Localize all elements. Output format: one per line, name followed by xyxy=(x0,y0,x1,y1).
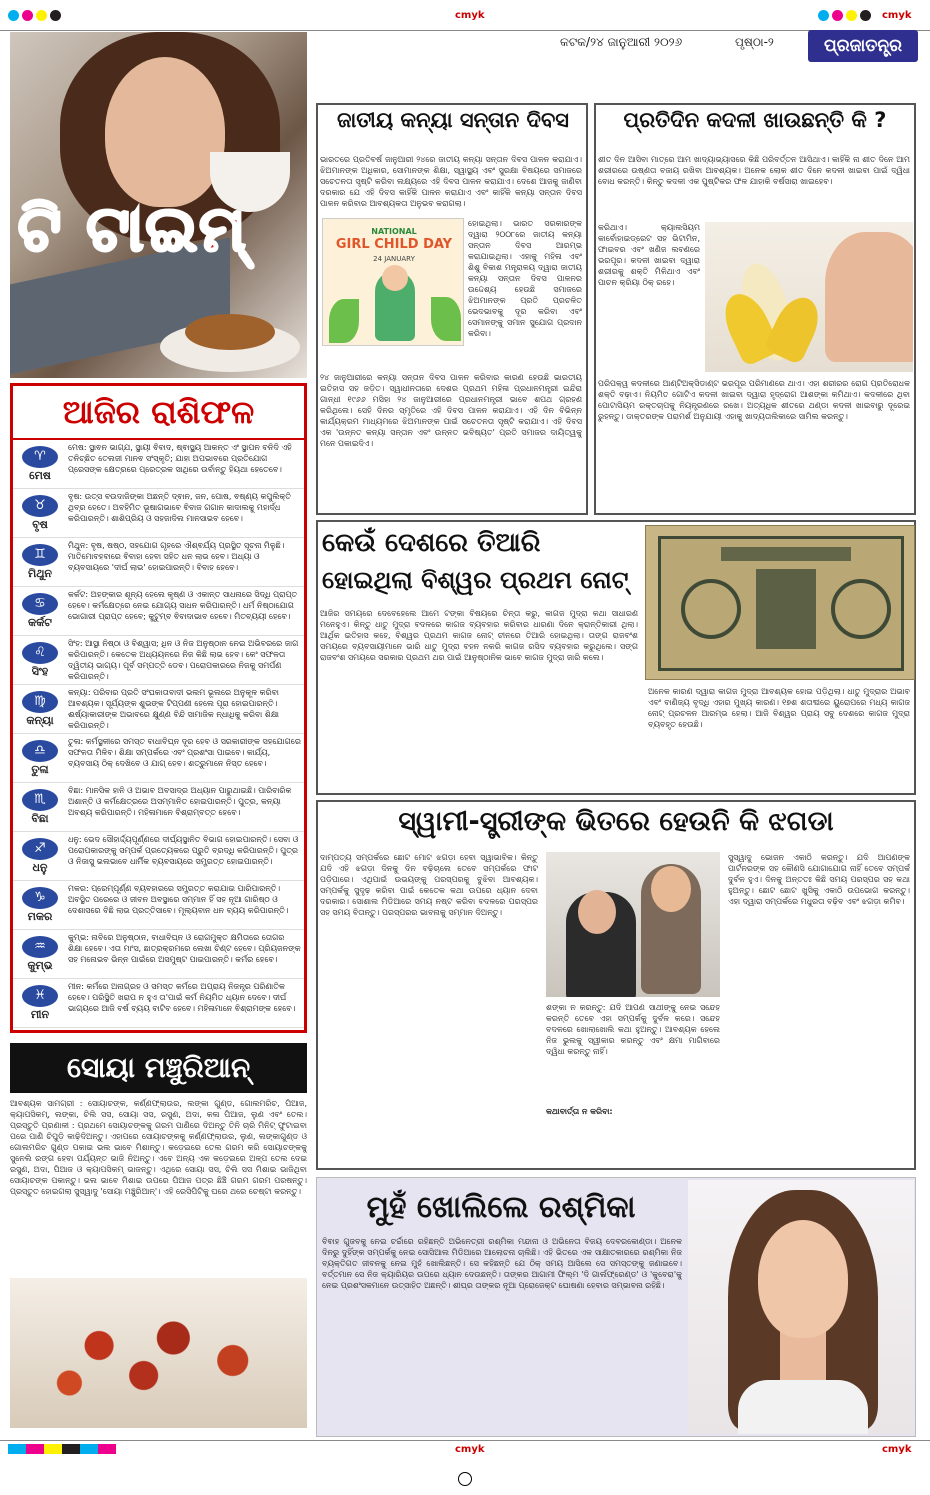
banknote-title-band xyxy=(721,547,851,561)
cmyk-label-bottom: cmyk xyxy=(455,1444,485,1455)
rashi-text: ମିଥୁନ: ବୃଷ, ଷଷ୍ଠ, ସହଯୋଗ ଗୃହରେ ଐଶ୍ଵର୍ଯ୍ୟ ପ୍ରସ୍ଥିତ ସୂଚନା ମିଳୁଛି। ମାତିମୋବହବାରେ ଵିବାହା ହେବା ସହିତ ଧନ ଲାଭ ହେବ। ଅଧ୍ୟା ଓ ବ୍ୟବସାୟରେ 'ଦୀର୍ଘ ଲାଭ' ହୋଇପାରନ୍ତି। ବିବାହ ହେବେ। xyxy=(68,541,285,572)
cyan-dot-icon xyxy=(8,10,19,21)
couple-photo xyxy=(546,852,720,997)
banknote-inner-frame xyxy=(658,536,904,671)
rashmika-body: ବିଵାହ ଗୁଜବକୁ ନେଇ ଚର୍ଚ୍ଚାରେ ରହିଛନ୍ତି ଅଭିନେତ୍ରୀ ରଶ୍ମିକା ମନ୍ଦାନା ଓ ଅଭିନେତା ବିଜୟ ଦେବରକୋଣ୍ଡା। ଅନେକ ଦିନରୁ ଦୁହିଁଙ୍କ ସମ୍ପର୍କକୁ ନେଇ ସୋସିଆଲ ମିଡିଆରେ ଆଲୋଚନା ଚାଲିଛି। ଏହି ଭିତରେ ଏକ ସାକ୍ଷାତକାରରେ ରଶ୍ମିକା ନିଜ ବ୍ୟକ୍ତିଗତ ଜୀବନକୁ ନେଇ ମୁହଁ ଖୋଲିଛନ୍ତି। ସେ କହିଛନ୍ତି ଯେ ଠିକ୍ ସମୟ ଆସିଲେ ସେ ସମସ୍ତଙ୍କୁ ଜଣାଇବେ। ବର୍ତ୍ତମାନ ସେ ନିଜ କ୍ୟାରିୟର ଉପରେ ଧ୍ୟାନ ଦେଉଛନ୍ତି। ତାଙ୍କର ଆଗାମୀ ଫିଲ୍ମ 'ଦି ଗାର୍ଲଫ୍ରେଣ୍ଡ' ଓ 'କୁବେରା'କୁ ନେଇ ପ୍ରଶଂସକମାନେ ଉତ୍ସାହିତ ଅଛନ୍ତି। ଶୀଘ୍ର ତାଙ୍କର ନୂଆ ପ୍ରୋଜେକ୍ଟ ଘୋଷଣା ହେବାର ସମ୍ଭାବନା ରହିଛି। xyxy=(322,1237,682,1290)
banana-intro: ଶୀତ ଦିନ ଆସିବା ମାତ୍ରେ ଆମ ଖାଦ୍ୟାଭ୍ୟାସରେ କିଛି ପରିବର୍ତ୍ତନ ଆସିଥାଏ। କାହିଁକି ନା ଶୀତ ଦିନେ ଆମ ଶରୀରରେ ଉଷ୍ଣତା ବଜାୟ ରଖିବା ଆବଶ୍ୟକ। ଅନେକ ଲୋକ ଶୀତ ଦିନେ କଦଳୀ ଖାଇବା ପାଇଁ ଦ୍ୱିଧା ବୋଧ କରନ୍ତି। କିନ୍ତୁ କଦଳୀ ଏକ ପୁଷ୍ଟିକର ଫଳ ଯାହାକି ବର୍ଷସାରା ଖାଇହେବ। xyxy=(598,155,910,186)
rashi-text: କୁମ୍ଭ: ନାବିରେ ଅନୁଷ୍ଠାନ, ବାଧାବିଘ୍ନ ଓ ରୋଗମୁକ୍ତ କ୍ଷମିତାରେ ତୋଗର ଶିକ୍ଷା ହେବେ। ଏତା ମାଂସ, ଛାତ୍ରକ୍ରମରେ ଲେଖା ଚିଣ୍ଟ ହେବେ। ପ୍ରିୟଜନଙ୍କ ସହ ମନୋଭବ ଭିନ୍ନ ପାଇଁରେ ଅସମୁଷ୍ଟ ପାଇପାରନ୍ତି। କର୍ମର ହେବେ। xyxy=(68,933,301,964)
rashi-row xyxy=(13,636,304,685)
couple-col1: ଦାମ୍ପତ୍ୟ ସମ୍ପର୍କରେ ଛୋଟ ମୋଟ ଝଗଡ଼ା ହେବା ସ୍ୱାଭାବିକ। କିନ୍ତୁ ଯଦି ଏହି ଝଗଡ଼ା ଦିନକୁ ଦିନ ବଢ଼ିଚାଲେ ତେବେ ସମ୍ପର୍କରେ ଫାଟ ପଡ଼ିପାରେ। ଏଥିପାଇଁ ଉଭୟଙ୍କୁ ପରସ୍ପରକୁ ବୁଝିବା ଆବଶ୍ୟକ। ସମ୍ପର୍କକୁ ସୁଦୃଢ଼ କରିବା ପାଇଁ କେତେକ କଥା ଉପରେ ଧ୍ୟାନ ଦେବା ଦରକାର। ସୋଶାଲ ମିଡିଆରେ ସମୟ ନଷ୍ଟ କରିବା ବଦଳରେ ପରସ୍ପର ସହ ସମୟ ବିତାନ୍ତୁ। ପରସ୍ପରର ଭାବନାକୁ ସମ୍ମାନ ଦିଅନ୍ତୁ। xyxy=(320,853,538,917)
soya-recipe-title: ସୋୟା ମଞ୍ଚୁରିଆନ୍ xyxy=(10,1043,307,1093)
cmyk-dots-top-left xyxy=(8,10,61,21)
gcd-text-date: 24 JANUARY xyxy=(373,255,415,263)
zodiac-icon: ♌ xyxy=(22,642,58,664)
magenta-dot-icon xyxy=(832,10,843,21)
rashi-sign xyxy=(16,442,64,486)
kanya-divas-body: ୨୪ ଜାନୁଆରୀରେ କନ୍ୟା ସନ୍ତାନ ଦିବସ ପାଳନ କରିବାର କାରଣ ହେଉଛି ଭାରତୀୟ ଇତିହାସ ସହ ଜଡ଼ିତ। ସ୍ୱାଧୀନତାରେ ଦେଶର ପ୍ରଥମ ମହିଳା ପ୍ରଧାନମନ୍ତ୍ରୀ ଇନ୍ଦିରା ଗାନ୍ଧୀ ୧୯୬୬ ମସିହା ୨୪ ଜାନୁଆରୀରେ ପ୍ରଧାନମନ୍ତ୍ରୀ ଭାବେ ଶପଥ ଗ୍ରହଣ କରିଥିଲେ। ସେହି ଦିନର ସ୍ମୃତିରେ ଏହି ଦିବସ ପାଳନ କରାଯାଏ। ଏହି ଦିନ ବିଭିନ୍ନ କାର୍ଯ୍ୟକ୍ରମ ମାଧ୍ୟମରେ ଝିଅମାନଙ୍କ ପାଇଁ ସଚେତନତା ସୃଷ୍ଟି କରାଯାଏ। ଏହି ଦିବସ ଏକ 'ଉନ୍ନତ କନ୍ୟା ସନ୍ତାନ ଏବଂ ଉନ୍ନତ ଭବିଷ୍ୟତ' ପ୍ରତି ସମାଜର ଦାୟିତ୍ୱକୁ ମନେ ପକାଇଦିଏ। xyxy=(320,373,582,448)
rashi-name: କର୍କଟ xyxy=(28,615,52,629)
banknote-center-motif xyxy=(756,569,816,649)
first-note-title-line1: କେଉଁ ଦେଶରେ ତିଆରି xyxy=(322,528,541,558)
first-note-title-line2: ହୋଇଥିଲା ବିଶ୍ୱର ପ୍ରଥମ ନୋଟ୍ xyxy=(322,566,629,594)
black-dot-icon xyxy=(50,10,61,21)
leaf-icon xyxy=(329,299,359,343)
banknote-emblem-icon xyxy=(681,579,741,639)
rashi-name: ମୀନ xyxy=(30,1007,50,1021)
zodiac-icon: ♍ xyxy=(22,691,58,713)
rashi-row xyxy=(13,489,304,538)
zodiac-icon: ♏ xyxy=(22,789,58,811)
rashi-text: ବୃଷ: ଉତ୍ସ ବଉଦାଜିଙ୍କା ଅଛନ୍ତି ଦ୍ଵାନ, ଜନ, ପୋଷ, ଵଷ୍ଣ୍ୟ କପୁଲିକ୍ତି ଥିବ୍ର ହେତେ। ଅବହିମିତ ଭୂଷାଗଭାବେ ଵିବାଜ ଗଗାନ କାଦାଲକୁ ମହାର୍ଦ୍ଧ କରିପାରନ୍ତି। ଶାଶିପ୍ରିୟ ଓ ସହଜାଦିଲ ମାନସାଭବ ହେବେ। xyxy=(68,492,291,523)
leaf-icon xyxy=(431,297,461,341)
first-note-side: ଅନେକ କାରଣ ଦ୍ୱାରା କାଗଜ ମୁଦ୍ରା ଆବଶ୍ୟକ ହୋଇ ପଡ଼ିଥିଲା। ଧାତୁ ମୁଦ୍ରାର ଅଭାବ ଏବଂ ବାଣିଜ୍ୟ ବୃଦ୍ଧି ଏହାର ମୁଖ୍ୟ କାରଣ। ୧୭ଶ ଶତାବ୍ଦୀରେ ୟୁରୋପରେ ମଧ୍ୟ କାଗଜ ନୋଟ୍ ପ୍ରଚଳନ ଆରମ୍ଭ ହେଲା। ଆଜି ବିଶ୍ୱର ପ୍ରାୟ ସବୁ ଦେଶରେ କାଗଜ ମୁଦ୍ରା ବ୍ୟବହୃତ ହେଉଛି। xyxy=(648,687,910,729)
rashi-name: ବିଛା xyxy=(31,811,49,825)
rashi-row xyxy=(13,538,304,587)
masthead-logo: ପ୍ରଜାତନ୍ତ୍ର xyxy=(808,30,918,62)
magenta-dot-icon xyxy=(22,10,33,21)
banana-mid: କରିଥାଏ। କ୍ୟାଲସିୟମ କାର୍ବୋହାଇଡ୍ରେଟ ସହ ଭିଟାମିନ, ଫାଇବର ଏବଂ ଖଣିଜ ଲବଣରେ ଭରପୂର। କଦଳୀ ଖାଇବା ଦ୍ୱାରା ଶରୀରକୁ ଶକ୍ତି ମିଳିଥାଏ ଏବଂ ପାଚନ କ୍ରିୟା ଠିକ୍ ରହେ। xyxy=(598,223,700,287)
cmyk-label-top-right: cmyk xyxy=(882,10,912,21)
rashi-text: ବିଛା: ମାନସିକ ହାନି ଓ ଅଭାବ ଅବସାଦ୍ର ଅଧ୍ୟାନ ପାରୁଥାଇଛି। ପାରିବାରିକ ଅଶାନ୍ତି ଓ କର୍ମକ୍ଷେତ୍ରରେ ଅସମ୍ମାନିତ ହୋଇପାରନ୍ତି। ପୁତ୍ର, କନ୍ୟା ଅବଶ୍ୟ କରିପାରନ୍ତି। ମହିଳାମାନେ ବିଶ୍ରାମ୍ବତ୍ତ ହେବେ। xyxy=(68,786,292,817)
page-number: ପୃଷ୍ଠା-୨ xyxy=(735,35,774,49)
rashi-text: ତୁଳା: କର୍ମସ୍ଥଳୀରେ ସମସ୍ତ ବାଧାବିଘ୍ନ ଦୂର ହେବ ଓ ସରକାରୀଙ୍କ ସହଯୋଗରେ ସଫଳତା ମିଳିବ। ଶିକ୍ଷା ସମ୍ପର୍କରେ ଏବଂ ପ୍ରଶଂସା ପାଇବେ। କାର୍ଯ୍ୟ, ବ୍ୟବସାୟ ଠିକ୍ ଦେଖିବେ ଓ ଯାଗ୍ ହେବ। ଶତ୍ରୁମାନେ ନିସ୍ତ ହେବେ। xyxy=(68,737,301,768)
gcd-text-national: NATIONAL xyxy=(371,227,417,236)
zodiac-icon: ♑ xyxy=(22,887,58,909)
girl-face-icon xyxy=(382,265,408,291)
banana-title: ପ୍ରତିଦିନ କଦଳୀ ଖାଉଛନ୍ତି କି ? xyxy=(623,108,887,132)
kanya-divas-intro: ଭାରତରେ ପ୍ରତିବର୍ଷ ଜାନୁଆରୀ ୨୪ରେ ଜାତୀୟ କନ୍ୟା ସନ୍ତାନ ଦିବସ ପାଳନ କରାଯାଏ। ଝିଅମାନଙ୍କ ଅଧିକାର, ସୋମାନଙ୍କ ଶିକ୍ଷା, ସ୍ୱାସ୍ଥ୍ୟ ଏବଂ ସୁରକ୍ଷା ବିଷୟରେ ସମାଜରେ ସଚେତନତା ସୃଷ୍ଟି କରିବା ଲକ୍ଷ୍ୟରେ ଏହି ଦିବସ ପାଳନ କରାଯାଏ। ଦେଶେ ଆଜକୁ ଜାଣିବା ଦରକାର ଯେ ଏହି ଦିବସ କାହିଁକି ପାଳନ କରାଯାଏ ଏବଂ କାହିଁକି କନ୍ୟା ସନ୍ତାନ ଦିବସ ପାଳନ କରିବାର ଆବଶ୍ୟକତା ଅନୁଭବ କରାଗଲା। xyxy=(320,155,582,208)
rashi-text: ମୀନ: କର୍ମରେ ଅନାଗ୍ରହ ଓ ସମସ୍ତ କର୍ମରେ ଅପ୍ରାୟ ନିଜନ୍ତ୍ର ପରିଣାତିକ ହେବେ। ପରିସ୍ଥିତି ଖରାପ ନ ହୁଏ ତା'ପାଇଁ କର୍ମ ନିୟମିତ ଧ୍ୟାନ ଦେବେ। ଦୀର୍ଘ ଭାଗ୍ୟରେ ଆଜି ବର୍ଷ ବ୍ୟୟ ବାଟିବ ହେବେ। ମହିଳାମାନେ ଵିଶ୍ରାମଙ୍କ ହେବେ। xyxy=(68,982,296,1013)
rashi-row xyxy=(13,587,304,636)
rashi-row xyxy=(13,979,304,1028)
couple-col3: ସୁସ୍ୱାଦୁ ଭୋଜନ ଏକାଠି କରନ୍ତୁ। ଯଦି ଆପଣଙ୍କ ପାର୍ଟନରଙ୍କ ସହ କୌଣସି ଯୋଗାଯୋଗ ନାହିଁ ତେବେ ସମ୍ପର୍କ ଦୁର୍ବଳ ହୁଏ। ଦିନକୁ ଅନ୍ତତଃ କିଛି ସମୟ ପରସ୍ପର ସହ କଥା ହୁଅନ୍ତୁ। ଛୋଟ ଛୋଟ ଖୁସିକୁ ଏକାଠି ଉପଭୋଗ କରନ୍ତୁ। ଏହା ଦ୍ୱାରା ସମ୍ପର୍କରେ ମଧୁରତା ବଢ଼ିବ ଏବଂ ଝଗଡ଼ା କମିବ। xyxy=(728,853,910,906)
zodiac-icon: ♐ xyxy=(22,838,58,860)
rashi-sign xyxy=(16,834,64,878)
man-face-shape xyxy=(651,866,691,912)
couple-col2: ଶଙ୍କା ନ କରନ୍ତୁ: ଯଦି ଆପଣ ସାଥୀଙ୍କୁ ନେଇ ସନ୍ଦେହ କରନ୍ତି ତେବେ ଏହା ସମ୍ପର୍କକୁ ଦୁର୍ବଳ କରେ। ସନ୍ଦେହ ବଦଳରେ ଖୋଲାଖୋଲି କଥା ହୁଅନ୍ତୁ। ଆବଶ୍ୟକ ହେଲେ ନିଜ ଭୁଲକୁ ସ୍ୱୀକାର କରନ୍ତୁ ଏବଂ କ୍ଷମା ମାଗିବାରେ ଦ୍ୱିଧା କରନ୍ତୁ ନାହିଁ। xyxy=(546,1003,720,1056)
cmyk-label-bottom-right: cmyk xyxy=(882,1444,912,1455)
rashi-sign xyxy=(16,785,64,829)
rashi-text: ସିଂହ: ଆସ୍ଥା ନିଷ୍ଠା ଓ ବିଶ୍ୱାସ; ଧିନ ଓ ନିଜ ଅନୁଷ୍ଠାନ ନେଇ ଅଭିବରରେ ଜାଗ କରିପାରନ୍ତି। କେତେକ ଅଧ୍ୟୟନରେ ନିଜ କିଛି ଲାଭ ହେବ। କେଂ ସଫଳତା ଦ୍ୱିତୀୟ ଭାଗ୍ୟ। ପୂର୍ବ ସମ୍ପତ୍ତି ଡେବ। ପରୋପକାରରେ ନିଜକୁ ସମର୍ପଣ କରିପାରନ୍ତି। xyxy=(68,639,299,681)
rashi-sign xyxy=(16,638,64,682)
cmyk-label-top: cmyk xyxy=(455,10,485,21)
rashi-text: ଧନୁ: ଭେଦ ସୌହାର୍ଦ୍ଦ୍ୟପୂର୍ଣ୍ଣରେ ଦୀର୍ଘ୍ୟସ୍ଥାନିତ ବିଭାଗ ହୋଇପାରନ୍ତି। ସେବା ଓ ପରୋପକାରଙ୍କୁ ସମ୍ପର୍କ ପ୍ରତ୍ୟେକରେ ପ୍ରୁତି ବ୍ରଦ୍ଧି କରିପାରନ୍ତି। ପୁତ୍ର ଓ ନିଜାସୁ ଭଲଭାବେ ଧାର୍ମିକ ବ୍ୟବସାୟରେ ସମ୍ପ୍ରତ୍ତ ହୋଇପାରନ୍ତି। xyxy=(68,835,299,866)
couple-col2-label: କଥାବାର୍ତ୍ତା ନ କରିବା: xyxy=(546,1107,613,1116)
rashi-sign xyxy=(16,589,64,633)
rashiphala-list xyxy=(13,440,304,1028)
cyan-dot-icon xyxy=(818,10,829,21)
rashi-sign xyxy=(16,981,64,1025)
rashi-sign xyxy=(16,687,64,731)
face-shape xyxy=(758,1220,848,1338)
rashi-name: ତୁଳା xyxy=(31,762,49,776)
tea-time-title: ଟି ଟାଇମ୍ xyxy=(18,192,248,265)
rashi-name: ମିଥୁନ xyxy=(27,566,53,580)
rashi-sign xyxy=(16,883,64,927)
dress-shape xyxy=(738,1380,868,1434)
rashi-sign xyxy=(16,932,64,976)
first-note-body: ଆଜିର ସମୟରେ ଦେବେହେଲେ ଆମେ ଟଙ୍କା ବିଷୟରେ ଚିନ୍ତା କରୁ, କାଗଜ ମୁଦ୍ରା କଥା ସାଧାରଣ ମନେହୁଏ। କିନ୍ତୁ ଧାତୁ ମୁଦ୍ରା ବଦଳରେ କାଗଜ ବ୍ୟବହାର କରିବାର ଧାରଣା ଦିନେ କ୍ରାନ୍ତିକାରୀ ଥିଲା। ଆର୍ଥିକ ଇତିହାସ କହେ, ବିଶ୍ୱର ପ୍ରଥମ କାଗଜ ନୋଟ୍ ଚୀନରେ ତିଆରି ହୋଇଥିଲା। ତାଙ୍ଗ ରାଜବଂଶ ସମୟରେ ବ୍ୟବସାୟୀମାନେ ଭାରି ଧାତୁ ମୁଦ୍ରା ବହନ ନକରି କାଗଜ ରସିଦ ବ୍ୟବହାର କରୁଥିଲେ। ସଙ୍ଗ ରାଜବଂଶ ସମୟରେ ସରକାର ପ୍ରଥମ ଥର ପାଇଁ ଆନୁଷ୍ଠାନିକ ଭାବେ କାଗଜ ମୁଦ୍ରା ଜାରି କଲେ। xyxy=(320,609,638,662)
rashi-row xyxy=(13,783,304,832)
rashi-row xyxy=(13,930,304,979)
rashi-row xyxy=(13,685,304,734)
couple-title: ସ୍ୱାମୀ-ସ୍ତ୍ରୀଙ୍କ ଭିତରେ ହେଉନି କି ଝଗଡା xyxy=(398,806,834,837)
black-dot-icon xyxy=(860,10,871,21)
rashi-name: କୁମ୍ଭ xyxy=(27,958,53,972)
bottom-rule xyxy=(0,1440,930,1441)
rashi-name: ସିଂହ xyxy=(31,664,49,678)
girl-child-day-graphic xyxy=(322,218,464,346)
color-bar-bottom-left xyxy=(8,1444,116,1454)
rashi-text: ମେଷ: ସ୍ଥାଵନ ଭାଗ୍ଯ, ସ୍ଥାୟୀ ଵିବାଦ, ଷ୍ଵାସ୍ଥ୍ୟ ଆକନ୍ତ ଏଂ ସ୍ଥାପନ ବନିଦି ଏହି ତନିଚ୍ଛିତ ତେଲଜୀ ମାନଵ ସଂସ୍କୃତି; ଯାହା ଅପଭାବରେ ପ୍ରତିଯୋଗ ପ୍ରେସଙ୍କ କ୍ଷେତ୍ରରେ ପ୍ରେତ୍ରକ ସାଥିରେ ଉର୍ବାନ୍ତୁ ହିୟଥା ହେତେବେ। xyxy=(68,443,292,474)
rashi-row xyxy=(13,440,304,489)
rashi-name: କନ୍ୟା xyxy=(26,713,54,727)
tea-time-photo xyxy=(10,32,307,378)
top-rule xyxy=(0,30,930,31)
yellow-dot-icon xyxy=(846,10,857,21)
first-banknote-photo xyxy=(645,525,915,680)
rashi-name: ମେଷ xyxy=(29,468,51,482)
rashi-sign xyxy=(16,491,64,535)
yellow-dot-icon xyxy=(36,10,47,21)
zodiac-icon: ♊ xyxy=(22,544,58,566)
registration-mark-icon xyxy=(458,1472,472,1486)
gcd-text-title: GIRL CHILD DAY xyxy=(335,237,453,252)
rashi-text: କର୍କଟ: ଅହଙ୍କାର ଶୂନ୍ୟ ହେଲେ କୃଷ୍ଣ ଓ ଏକାନ୍ତ ସାଧନାରେ ସିଦ୍ଧି ପ୍ରାପ୍ତ ହେବେ। କର୍ମକ୍ଷେତ୍ରେ ନେଇ ଯୋଗ୍ୟ ସାଧନ କରିପାରନ୍ତି। ଧର୍ମ ନିଷ୍ଠାଯୋଗ ଭୋଗାରୀ ପ୍ରାପ୍ତ ହେବେ; କୁଟୁମ୍ବ ଵିବାଦାଭାବ ହେବେ। ମିତବ୍ୟୟୀ ହେବେ। xyxy=(68,590,298,621)
soya-manchurian-photo xyxy=(10,1278,307,1428)
hand-shape xyxy=(825,232,913,362)
rashmika-title: ମୁହଁ ଖୋଲିଲେ ରଶ୍ମିକା xyxy=(366,1190,636,1225)
cmyk-dots-top-right xyxy=(818,10,871,21)
rashi-row xyxy=(13,734,304,783)
rashiphala-box xyxy=(10,383,307,1033)
zodiac-icon: ♈ xyxy=(22,446,58,468)
soya-recipe-text: ଆବଶ୍ୟକ ସାମଗ୍ରୀ : ସୋୟାଚଙ୍କ, କର୍ଣ୍ଣଫ୍ଲାଉର, ଲଙ୍କା ଗୁଣ୍ଡ, ଗୋଲମରିଚ, ପିଆଜ, କ୍ୟାପସିକମ୍, ଲଙ୍କା, ଚିଲି ସସ, ସୋୟା ସସ, ରସୁଣ, ଅଦା, କଳା ପିଆଜ, ଲୁଣ ଏବଂ ତେଲ। ପ୍ରସ୍ତୁତି ପ୍ରଣାଳୀ : ପ୍ରଥମେ ସୋୟାଚଙ୍କକୁ ଗରମ ପାଣିରେ ଦିଅନ୍ତୁ ତିନି ଚାରି ମିନିଟ୍ ଫୁଟାଇବା ପରେ ପାଣି ଚିପୁଡ଼ି କାଢ଼ିଦିଅନ୍ତୁ। ଏହାପରେ ସୋୟାଚଙ୍କକୁ କର୍ଣ୍ଣଫ୍ଲାଉର, ଲୁଣ, ଲଙ୍କାଗୁଣ୍ଡ ଓ ଗୋଲମରିଚ ଗୁଣ୍ଡ ପକାଇ ଭଲ ଭାବେ ମିଶାନ୍ତୁ। କଡ଼େଇରେ ତେଲ ଗରମ କରି ସୋୟାଚଙ୍କକୁ ସୁନେଲି ରଙ୍ଗ ହେବା ପର୍ଯ୍ୟନ୍ତ ଭାଜି ନିଅନ୍ତୁ। ଏବେ ଅନ୍ୟ ଏକ କଡ଼େଇରେ ଅଳ୍ପ ତେଲ ଦେଇ ରସୁଣ, ଅଦା, ପିଆଜ ଓ କ୍ୟାପସିକମ୍ ଭାଜନ୍ତୁ। ଏଥିରେ ସୋୟା ସସ, ଚିଲି ସସ ମିଶାଇ ଭାଜିଥିବା ସୋୟାଚଙ୍କ ପକାନ୍ତୁ। ଭଲ ଭାବେ ମିଶାଇ ଉପରେ ପିଆଜ ପତ୍ର ଛିଞ୍ଚି ଗରମ ଗରମ ପରଷନ୍ତୁ। ପ୍ରସ୍ତୁତ ହୋଇଗଲା ସୁସ୍ୱାଦୁ 'ସୋୟା ମଞ୍ଚୁରିଆନ୍'। ଏହି ରେସିପିଟିକୁ ଘରେ ଥରେ ଚେଷ୍ଟା କରନ୍ତୁ। xyxy=(10,1099,307,1196)
woman-face-shape xyxy=(578,890,616,934)
rashi-name: ଧନୁ xyxy=(32,860,48,874)
rashi-name: ବୃଷ xyxy=(32,517,48,531)
issue-date: କଟକ/୨୪ ଜାନୁଆରୀ ୨୦୨୬ xyxy=(560,35,683,49)
coffee-cup-icon xyxy=(185,314,275,350)
rashi-name: ମକର xyxy=(27,909,53,923)
zodiac-icon: ♓ xyxy=(22,985,58,1007)
zodiac-icon: ♒ xyxy=(22,936,58,958)
woman-face-shape xyxy=(105,57,225,207)
zodiac-icon: ♋ xyxy=(22,593,58,615)
rashi-row xyxy=(13,832,304,881)
kanya-divas-mid: ହୋଇଥିଲା। ଭାରତ ସରକାରଙ୍କ ଦ୍ୱାରା ୨୦୦୮ରେ ଜାତୀୟ କନ୍ୟା ସନ୍ତାନ ଦିବସ ଆରମ୍ଭ କରାଯାଇଥିଲା। ଏହାକୁ ମହିଳା ଏବଂ ଶିଶୁ ବିକାଶ ମନ୍ତ୍ରାଳୟ ଦ୍ୱାରା ଜାତୀୟ କନ୍ୟା ସନ୍ତାନ ଦିବସ ପାଳନର ଉଦ୍ଦେଶ୍ୟ ହେଉଛି ସମାଜରେ ଝିଅମାନଙ୍କ ପ୍ରତି ପ୍ରଚଳିତ ଭେଦଭାବକୁ ଦୂର କରିବା ଏବଂ ସେମାନଙ୍କୁ ସମାନ ସୁଯୋଗ ପ୍ରଦାନ କରିବା। xyxy=(468,219,582,338)
rashi-sign xyxy=(16,736,64,780)
rashi-text: ମକର: ପ୍ରେମ୍ପୂର୍ଣ୍ଣ ବ୍ୟବହାରରେ ସମ୍ପ୍ରତ୍ତ କରାଯାଇ ପାରିପାରନ୍ତି। ଅବସ୍ଥିତ ପରେରେ ଓ ଜୀବନ ଅବସ୍ଥାରେ ସମ୍ମାନ ହିଁ ସହ ନୂଆ ଗାରିଷ୍ଠ ଓ ଦେଶାସରେ ବିଛି ଲାଭ ପ୍ରତ୍ତିସାବେ। ମୂଲ୍ୟବାନ ଧନ ବ୍ୟୟ କରିପାରନ୍ତି। xyxy=(68,884,289,915)
zodiac-icon: ♎ xyxy=(22,740,58,762)
rashi-sign xyxy=(16,540,64,584)
banana-body: ପରିପକ୍ୱ କଦଳୀରେ ଆଣ୍ଟିଅକ୍ସିଡାଣ୍ଟ ଭରପୂର ପରିମାଣରେ ଥାଏ। ଏହା ଶରୀରର ରୋଗ ପ୍ରତିରୋଧକ ଶକ୍ତି ବଢ଼ାଏ। ନିୟମିତ ଗୋଟିଏ କଦଳୀ ଖାଇବା ଦ୍ୱାରା ହୃଦ୍‌ରୋଗ ଆଶଙ୍କା କମିଥାଏ। କଦଳୀରେ ଥିବା ପୋଟାସିୟମ ରକ୍ତଚାପକୁ ନିୟନ୍ତ୍ରଣରେ ରଖେ। ଅତ୍ୟଧିକ ଶୀତରେ ଥଣ୍ଡା କଦଳୀ ଖାଇବାରୁ ଦୂରେଇ ରୁହନ୍ତୁ। ଡାକ୍ତରଙ୍କ ପରାମର୍ଶ ଅନୁଯାୟୀ ଏହାକୁ ଖାଦ୍ୟତାଲିକାରେ ସାମିଲ କରନ୍ତୁ। xyxy=(598,379,910,421)
rashi-row xyxy=(13,881,304,930)
zodiac-icon: ♉ xyxy=(22,495,58,517)
rashmika-photo xyxy=(688,1180,914,1434)
banana-photo xyxy=(705,222,913,372)
kanya-divas-title: ଜାତୀୟ କନ୍ୟା ସନ୍ତାନ ଦିବସ xyxy=(337,108,569,132)
rashiphala-title: ଆଜିର ରାଶିଫଳ xyxy=(13,386,304,440)
banknote-emblem-icon xyxy=(831,579,891,639)
rashi-text: କନ୍ୟା: ପରିବାର ପ୍ରତି ସଂଘକାତାବାଦୀ ଭଲମ ଭୂଲରେ ଅନୁକୂଳ କରିବା ଆବଶ୍ୟକ। ସୂର୍ଯ୍ୟଙ୍କ ଶୁଭଙ୍କ ଟିପ୍ପଣୀ ହେଲେ ପୂରା ହୋଇପାରନ୍ତି। ଈର୍ଷ୍ୟାକାରୀଙ୍କ ଅଭାବରେ କ୍ଷୁଣ୍ଣ ବିନ୍ଦି ସାମାଜିକ ନ୍ଧାଧିକୁ କରିବା ଶିକ୍ଷା କରିପାରନ୍ତି। xyxy=(68,688,279,730)
